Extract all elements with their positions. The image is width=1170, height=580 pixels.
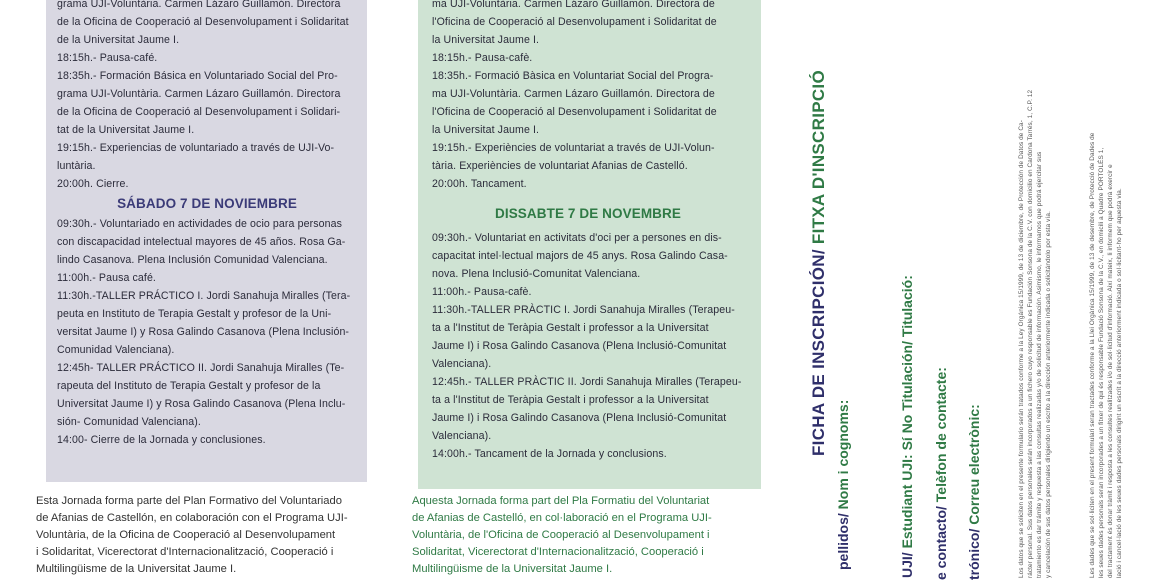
form-title-es: FICHA DE INSCRIPCIÓN/ xyxy=(809,249,828,456)
schedule-line: 20:00h. Cierre. xyxy=(57,178,129,190)
schedule-line: grama UJI-Voluntària. Carmen Lázaro Guillamón. Directora xyxy=(57,0,341,10)
schedule-line: Valenciana). xyxy=(432,430,492,442)
schedule-line: 18:15h.- Pausa-cafè. xyxy=(432,52,533,64)
phone-label-va: Telèfon de contacte: xyxy=(933,367,949,507)
schedule-line: 18:15h.- Pausa-café. xyxy=(57,52,158,64)
schedule-line: peuta en Instituto de Terapia Gestalt y profesor de la Uni- xyxy=(57,308,332,320)
schedule-line: capacitat intel·lectual majors de 45 anys. Rosa Galindo Casa- xyxy=(432,250,728,262)
schedule-line: de la Oficina de Cooperació al Desenvolupament i Solidari- xyxy=(57,106,341,118)
schedule-line: Jaume I) i Rosa Galindo Casanova (Plena Inclusió-Comunitat xyxy=(432,412,727,424)
footer-line: Multilingüisme de la Universitat Jaume I. xyxy=(36,563,237,575)
schedule-line: 19:15h.- Experiencias de voluntariado a través de UJI-Vo- xyxy=(57,142,335,154)
schedule-line: 12:45h.- TALLER PRÀCTIC II. Jordi Sanahuja Miralles (Terapeu- xyxy=(432,376,742,388)
schedule-line: 14:00h.- Tancament de la Jornada y conclusions. xyxy=(432,448,667,460)
student-label-es: UJI/ xyxy=(899,552,915,578)
schedule-line: tat de la Universitat Jaume I. xyxy=(57,124,195,136)
spanish-footer-note xyxy=(36,493,386,578)
schedule-line: 18:35h.- Formació Bàsica en Voluntariat Social del Progra- xyxy=(432,70,714,82)
footer-line: Voluntària, de l'Oficina de Cooperació al Desenvolupament i xyxy=(412,529,710,541)
schedule-line: la Universitat Jaume I. xyxy=(432,124,540,136)
schedule-line: ma UJI-Voluntària. Carmen Lázaro Guillamón. Directora de xyxy=(432,0,715,10)
footer-line: Esta Jornada forma parte del Plan Formativo del Voluntariado xyxy=(36,495,342,507)
legal-line: lació i cancel·lació de les seues dades personals dirigint un escrit a la direcció anteriorment indicada o sol·licitant-ho per aquesta via. xyxy=(1116,188,1123,578)
legal-line: Los datos que se soliciten en el presente formulario serán tratados conforme a la Ley Orgánica 15/1999, de 13 de diciembre, de Protección de Datos de Ca- xyxy=(1018,120,1025,578)
schedule-line: sión- Comunidad Valenciana). xyxy=(57,416,201,428)
schedule-line: ta a l'Institut de Teràpia Gestalt i professor a la Universitat xyxy=(432,322,709,334)
schedule-line: 18:35h.- Formación Básica en Voluntariado Social del Pro- xyxy=(57,70,338,82)
footer-line: Solidaritat, Vicerectorat d'Internacionalització, Cooperació i xyxy=(412,546,704,558)
valencian-schedule xyxy=(432,0,744,463)
schedule-line: luntària. xyxy=(57,160,96,172)
email-label-va: Correu electrònic: xyxy=(966,404,982,529)
footer-line: Multilingüisme de la Universitat Jaume I. xyxy=(412,563,613,575)
schedule-line: la Universitat Jaume I. xyxy=(432,34,540,46)
schedule-line: ma UJI-Voluntària. Carmen Lázaro Guillamón. Directora de xyxy=(432,88,715,100)
schedule-line: 09:30h.- Voluntariado en actividades de ocio para personas xyxy=(57,218,342,230)
schedule-line: Jaume I) i Rosa Galindo Casanova (Plena Inclusió-Comunitat xyxy=(432,340,727,352)
footer-line: Voluntària, de la Oficina de Cooperació al Desenvolupament xyxy=(36,529,336,541)
schedule-line: con discapacidad intelectual mayores de 45 años. Rosa Ga- xyxy=(57,236,346,248)
phone-field[interactable] xyxy=(933,367,949,580)
schedule-line: 20:00h. Tancament. xyxy=(432,178,527,190)
phone-label-es: e contacto/ xyxy=(933,506,949,580)
schedule-line: 12:45h- TALLER PRÁCTICO II. Jordi Sanahuja Miralles (Te- xyxy=(57,362,345,374)
schedule-line: nova. Plena Inclusió-Comunitat Valenciana. xyxy=(432,268,641,280)
form-title-va: FITXA D'INSCRIPCIÓ xyxy=(809,70,828,250)
schedule-line: grama UJI-Voluntària. Carmen Lázaro Guillamón. Directora xyxy=(57,88,341,100)
footer-line: de Afanias de Castelló, en col·laboració en el Programa UJI- xyxy=(412,512,712,524)
footer-line: i Solidaritat, Vicerectorat d'Internacionalització, Cooperació i xyxy=(36,546,334,558)
valencian-footer-note xyxy=(412,493,774,578)
spanish-schedule xyxy=(57,0,357,449)
legal-line: rácter personal. Sus datos personales serán incorporados a un fichero cuyo responsable es Fundación Sonsona de la C.V. con domicilio en Cardona Tarrés, 1, C.P. 12 xyxy=(1027,89,1034,578)
schedule-line: 11:00h.- Pausa café. xyxy=(57,272,156,284)
degree-label-va: Titulació: xyxy=(899,275,915,341)
schedule-line: 14:00- Cierre de la Jornada y conclusiones. xyxy=(57,434,266,446)
schedule-line: 11:00h.- Pausa-cafè. xyxy=(432,286,532,298)
registration-form-title xyxy=(809,70,829,456)
footer-line: de Afanias de Castellón, en colaboración con el Programa UJI- xyxy=(36,512,348,524)
day-heading: SÁBADO 7 DE NOVIEMBRE xyxy=(117,196,297,211)
schedule-line: de la Oficina de Cooperació al Desenvolupament i Solidaritat xyxy=(57,16,349,28)
student-label-va: Estudiant UJI: Sí No Titulación/ xyxy=(899,341,915,553)
schedule-line: Universitat Jaume I) y Rosa Galindo Casanova (Plena Inclu- xyxy=(57,398,346,410)
name-label-va: Nom i cognoms: xyxy=(835,399,851,514)
footer-line: Aquesta Jornada forma part del Pla Formatiu del Voluntariat xyxy=(412,495,710,507)
schedule-line: 09:30h.- Voluntariat en activitats d'oci per a persones en dis- xyxy=(432,232,722,244)
schedule-line: l'Oficina de Cooperació al Desenvolupament i Solidaritat de xyxy=(432,16,717,28)
email-label-es: trónico/ xyxy=(966,528,982,580)
name-label-es: pellidos/ xyxy=(835,513,851,570)
day-heading: DISSABTE 7 DE NOVEMBRE xyxy=(495,206,681,221)
schedule-line: tària. Experiències de voluntariat Afanias de Castelló. xyxy=(432,160,688,172)
name-field[interactable] xyxy=(835,400,851,570)
schedule-line: de la Universitat Jaume I. xyxy=(57,34,180,46)
legal-line: les seues dades personals seran incorporades a un fitxer de qui és responsable Fundació Sonsona de la C.V., en domicili a Quadre PORTOLÉS 1, xyxy=(1098,147,1105,578)
schedule-line: 11:30h.-TALLER PRÀCTIC I. Jordi Sanahuja Miralles (Terapeu- xyxy=(432,304,735,316)
legal-line: del tractament és donar tràmit i resposta a les consultes realitzades i/o de sol·licitud d'informació. Així mateix, li informem que podrà exercir e xyxy=(1107,164,1114,578)
schedule-line: Comunidad Valenciana). xyxy=(57,344,175,356)
legal-line: y cancelación de sus datos personales dirigiendo un escrito a la dirección anteriormente indicada o solicitándolo por esta vía. xyxy=(1045,211,1052,578)
schedule-line: Valenciana). xyxy=(432,358,492,370)
schedule-line: l'Oficina de Cooperació al Desenvolupament i Solidaritat de xyxy=(432,106,717,118)
schedule-line: lindo Casanova. Plena Inclusión Comunidad Valenciana. xyxy=(57,254,328,266)
legal-line: tratamiento es dar trámite y respuesta a las consultas realizadas y/o de solicitud de información. Asimismo, le informamos que podrá ejercitar sus xyxy=(1036,151,1043,578)
schedule-line: ta a l'Institut de Teràpia Gestalt i professor a la Universitat xyxy=(432,394,709,406)
legal-line: Les dades que se sol·liciten en el present formulari seran tractades conforme a la Llei Orgànica 15/1999, de 13 de desembre, de Protecció de Dades de xyxy=(1089,132,1096,578)
schedule-line: 19:15h.- Experiències de voluntariat a través de UJI-Volun- xyxy=(432,142,715,154)
email-field[interactable] xyxy=(966,404,982,580)
uji-student-field[interactable] xyxy=(899,275,915,578)
schedule-line: rapeuta del Instituto de Terapia Gestalt y profesor de la xyxy=(57,380,321,392)
schedule-line: versitat Jaume I) y Rosa Galindo Casanova (Plena Inclusión- xyxy=(57,326,350,338)
schedule-line: 11:30h.-TALLER PRÁCTICO I. Jordi Sanahuja Miralles (Tera- xyxy=(57,290,351,302)
